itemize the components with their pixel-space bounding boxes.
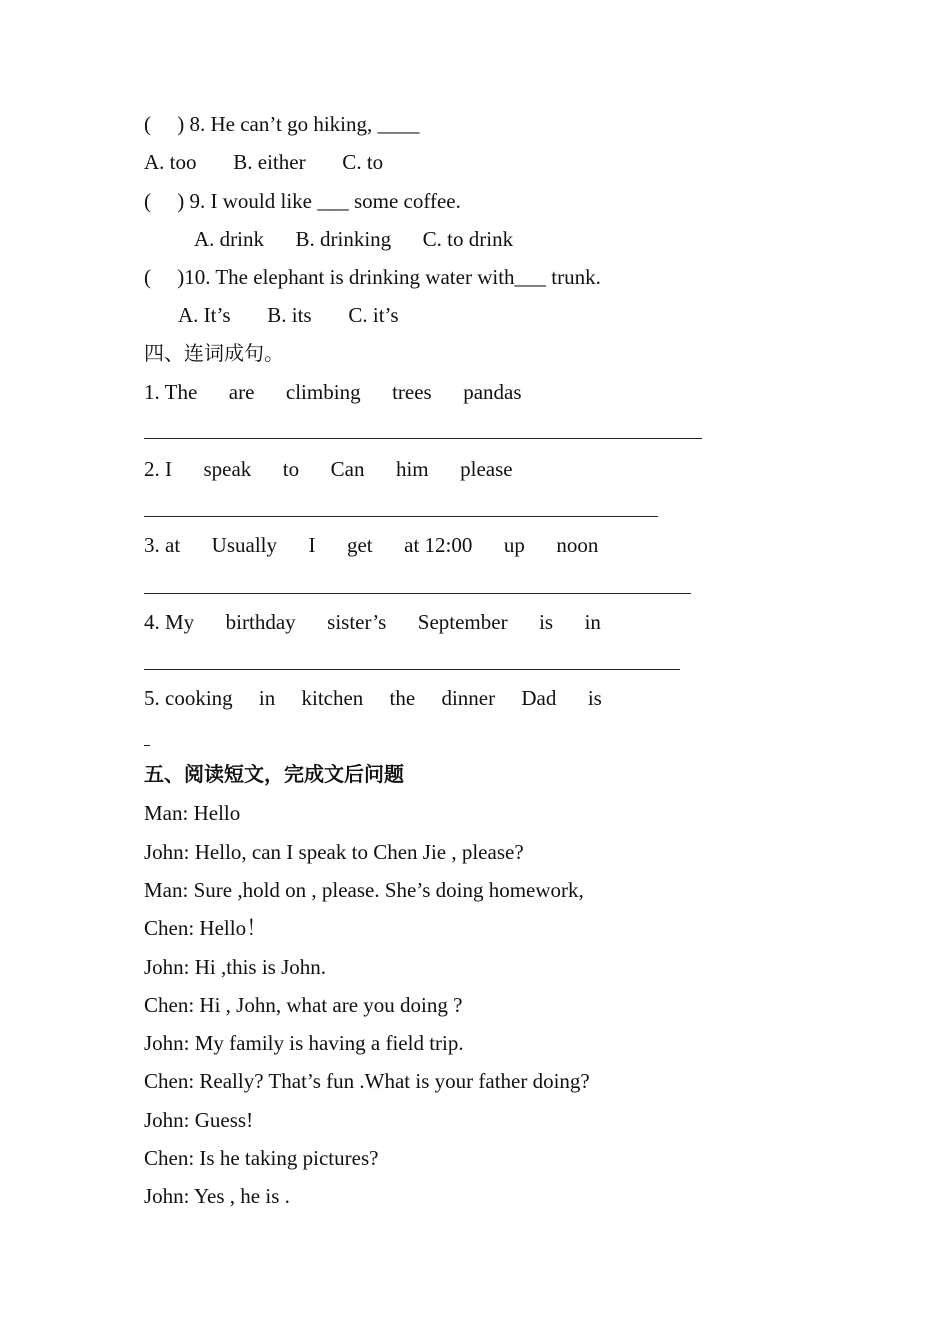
question-10: ( )10. The elephant is drinking water with___ trunk. — [144, 265, 601, 289]
question-9-options: A. drink B. drinking C. to drink — [194, 227, 514, 251]
question-8-options: A. too B. either C. to — [144, 150, 384, 174]
dialogue-line: John: Yes , he is . — [144, 1184, 290, 1208]
sentence-item-1: 1. The are climbing trees pandas — [144, 380, 522, 404]
sentence-item-4: 4. My birthday sister’s September is in — [144, 610, 601, 634]
answer-line-5 — [144, 745, 150, 746]
answer-line-4 — [144, 669, 680, 670]
dialogue-line: Man: Sure ,hold on , please. She’s doing homework, — [144, 878, 584, 902]
section-4-heading: 四、连词成句。 — [144, 341, 284, 365]
dialogue-line: Chen: Hello！ — [144, 916, 268, 940]
dialogue-line: John: Hello, can I speak to Chen Jie , please? — [144, 840, 524, 864]
sentence-item-2: 2. I speak to Can him please — [144, 457, 513, 481]
question-9: ( ) 9. I would like ___ some coffee. — [144, 189, 461, 213]
answer-line-1 — [144, 438, 702, 439]
question-8: ( ) 8. He can’t go hiking, ____ — [144, 112, 420, 136]
answer-line-2 — [144, 516, 658, 517]
sentence-item-5: 5. cooking in kitchen the dinner Dad is — [144, 686, 602, 710]
section-5-heading: 五、阅读短文，完成文后问题 — [144, 762, 404, 786]
question-10-options: A. It’s B. its C. it’s — [178, 303, 399, 327]
dialogue-line: Chen: Really? That’s fun .What is your father doing? — [144, 1069, 590, 1093]
answer-line-3 — [144, 593, 691, 594]
dialogue-line: Chen: Is he taking pictures? — [144, 1146, 379, 1170]
dialogue-line: John: Hi ,this is John. — [144, 955, 327, 979]
dialogue-line: Chen: Hi , John, what are you doing ? — [144, 993, 463, 1017]
dialogue-line: John: My family is having a field trip. — [144, 1031, 464, 1055]
sentence-item-3: 3. at Usually I get at 12:00 up noon — [144, 533, 599, 557]
dialogue-line: John: Guess! — [144, 1108, 254, 1132]
dialogue-line: Man: Hello — [144, 801, 241, 825]
